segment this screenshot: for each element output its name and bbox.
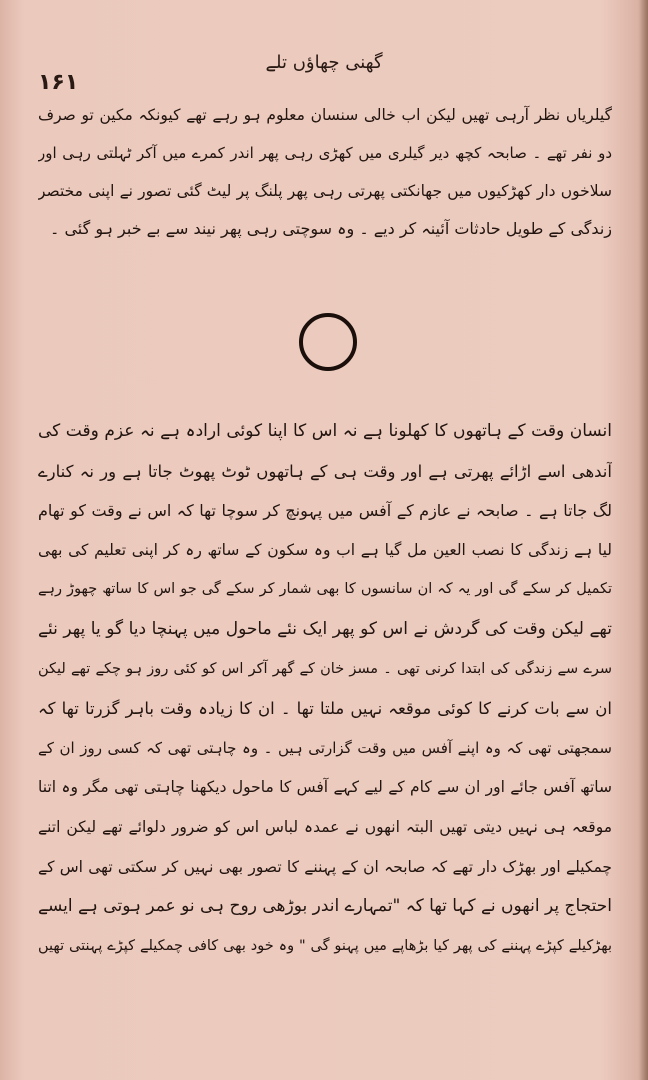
text-line: آندھی اسے اڑائے پھرتی ہے اور وقت ہی کے ہاتھوں ٹوٹ پھوٹ جاتا ہے ور نہ کنارے xyxy=(38,461,612,481)
text-line: لگ جاتا ہے ۔ صابحہ نے عازم کے آفس میں پہونچ کر سوچا تھا کہ اس نے وقت کو تھام xyxy=(38,501,612,521)
paragraph-1 xyxy=(38,96,612,248)
text-line: چمکیلے اور بھڑک دار تھے کہ صابحہ ان کے پہننے کا تصور بھی نہیں کر سکتی تھی اس کے xyxy=(38,857,612,876)
text-line: تھے لیکن وقت کی گردش نے اس کو پھر ایک نئے ماحول میں پہنچا دیا گو یا پھر نئے xyxy=(38,618,612,639)
text-line: سرے سے زندگی کی ابتدا کرنی تھی ۔ مسز خان کے گھر آکر اس کو کئی روز ہو چکے تھے لیکن xyxy=(38,660,612,677)
text-line: بھڑکیلے کپڑے پہننے کی پھر کیا بڑھاپے میں پہنو گی " وہ خود بھی کافی چمکیلے کپڑے پہنتی تھیں xyxy=(38,937,612,954)
text-line: دو نفر تھے ۔ صابحہ کچھ دیر گیلری میں کھڑی رہی پھر اندر کمرے میں آکر ٹہلتی رہی اور xyxy=(38,144,612,162)
text-line: زندگی کے طویل حادثات آئینہ کر دیے ۔ وہ سوچتی رہی پھر نیند سے بے خبر ہو گئی ۔ xyxy=(49,219,612,238)
text-line: گیلریاں نظر آرہی تھیں لیکن اب خالی سنسان معلوم ہو رہے تھے کیونکہ مکین تو صرف xyxy=(38,106,612,124)
text-line: ان سے بات کرنے کا کوئی موقعہ نہیں ملتا تھا ۔ ان کا زیادہ وقت باہر گزرتا تھا کہ xyxy=(38,699,612,719)
text-line: احتجاج پر انھوں نے کہا تھا کہ "تمہارے اندر بوڑھی روح ہی نو عمر ہوتی ہے ایسے xyxy=(38,896,612,917)
text-line: موقعہ ہی نہیں دیتی تھیں البتہ انھوں نے عمدہ لباس اس کو ضرور دلوائے تھے لیکن اتنے xyxy=(38,817,612,836)
text-line: تکمیل کر سکے گی اور یہ کہ ان سانسوں کا بھی شمار کر سکے گی جو اس کا ساتھ چھوڑ رہے xyxy=(38,581,612,598)
running-head: گھنی چھاؤں تلے xyxy=(265,52,383,73)
text-line: لیا ہے زندگی کا نصب العین مل گیا ہے اب وہ سکون کے ساتھ رہ کر اپنی تعلیم کی بھی xyxy=(38,540,612,559)
paragraph-2 xyxy=(38,412,612,966)
text-line: ساتھ آفس جائے اور ان سے کام کے لیے کہے آفس کا ماحول دیکھنا چاہتی تھی مگر وہ اتنا xyxy=(38,778,612,797)
text-line: سمجھتی تھی کہ وہ اپنے آفس میں وقت گزارتی ہیں ۔ وہ چاہتی تھی کہ کسی روز ان کے xyxy=(38,738,612,757)
page-edge-shadow xyxy=(638,0,648,1080)
text-line: سلاخوں دار کھڑکیوں میں جھانکتی پھرتی رہی پھر پلنگ پر لیٹ گئی تصور نے اپنی مختصر xyxy=(38,182,612,200)
circle-ornament-icon xyxy=(296,310,360,374)
text-line: انسان وقت کے ہاتھوں کا کھلونا ہے نہ اس کا اپنا کوئی ارادہ ہے نہ عزم وقت کی xyxy=(38,421,612,441)
page-number: ۱۶۱ xyxy=(38,70,79,95)
